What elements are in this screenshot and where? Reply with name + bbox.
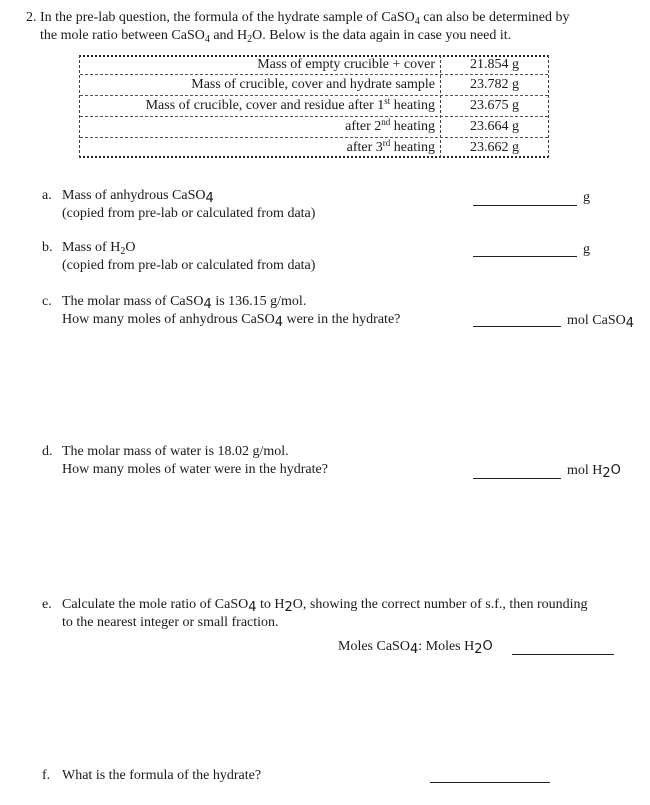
part-b-unit: g: [583, 242, 590, 257]
part-e-line1: Calculate the mole ratio of CaSO$_4$ to $H_2O$, showing the correct number of s.f., then rounding: [62, 597, 588, 615]
table-row-label: Mass of empty crucible + cover: [257, 57, 435, 72]
table-divider: [440, 55, 441, 158]
question-intro-line2: the mole ratio between CaSO$_4$ and $H_2O$. Below is the data again in case you need it.: [40, 28, 512, 45]
part-d-answer-blank[interactable]: [473, 478, 561, 479]
part-c-unit: mol CaSO$_4$: [567, 313, 635, 331]
table-row-value: 23.782 g: [470, 77, 519, 92]
part-a-answer-blank[interactable]: [473, 205, 577, 206]
table-row-divider: [80, 116, 548, 117]
question-number: 2.: [26, 10, 37, 25]
part-b-line1: Mass of $H_2O$: [62, 240, 136, 257]
table-row-label: after 2nd heating: [345, 117, 435, 134]
table-row-value: 21.854 g: [470, 57, 519, 72]
part-a-letter: a.: [42, 188, 52, 203]
table-row-divider: [80, 74, 548, 75]
table-row-label: after 3rd heating: [346, 138, 435, 155]
part-c-answer-blank[interactable]: [473, 326, 561, 327]
part-a-line2: (copied from pre-lab or calculated from data): [62, 206, 316, 221]
table-row-value: 23.675 g: [470, 98, 519, 113]
part-d-line2: How many moles of water were in the hydrate?: [62, 462, 328, 477]
part-a-unit: g: [583, 190, 590, 205]
part-c-line2: How many moles of anhydrous CaSO$_4$ were in the hydrate?: [62, 312, 401, 330]
part-c-line1: The molar mass of CaSO$_4$ is 136.15 g/mol.: [62, 294, 307, 312]
part-b-line2: (copied from pre-lab or calculated from data): [62, 258, 316, 273]
part-a-line1: Mass of anhydrous CaSO$_4$: [62, 188, 214, 206]
part-e-line2: to the nearest integer or small fraction.: [62, 615, 279, 630]
table-row-value: 23.662 g: [470, 140, 519, 155]
part-c-letter: c.: [42, 294, 52, 309]
part-f-line1: What is the formula of the hydrate?: [62, 768, 262, 783]
part-d-line1: The molar mass of water is 18.02 g/mol.: [62, 444, 289, 459]
table-row-label: Mass of crucible, cover and residue after 1st heating: [145, 96, 435, 113]
part-b-answer-blank[interactable]: [473, 256, 577, 257]
part-e-ratio-label: Moles CaSO$_4$: Moles $H_2O$: [338, 639, 493, 657]
table-row-divider: [80, 95, 548, 96]
part-d-letter: d.: [42, 444, 53, 459]
question-intro-line1: In the pre-lab question, the formula of the hydrate sample of CaSO$_4$ can also be determined by: [40, 10, 570, 27]
table-row-value: 23.664 g: [470, 119, 519, 134]
part-b-letter: b.: [42, 240, 53, 255]
part-e-letter: e.: [42, 597, 52, 612]
table-row-divider: [80, 137, 548, 138]
part-f-answer-blank[interactable]: [430, 782, 550, 783]
part-f-letter: f.: [42, 768, 51, 783]
part-e-answer-blank[interactable]: [512, 654, 614, 655]
table-row-label: Mass of crucible, cover and hydrate sample: [191, 77, 435, 92]
part-d-unit: mol $H_2O$: [567, 463, 621, 481]
